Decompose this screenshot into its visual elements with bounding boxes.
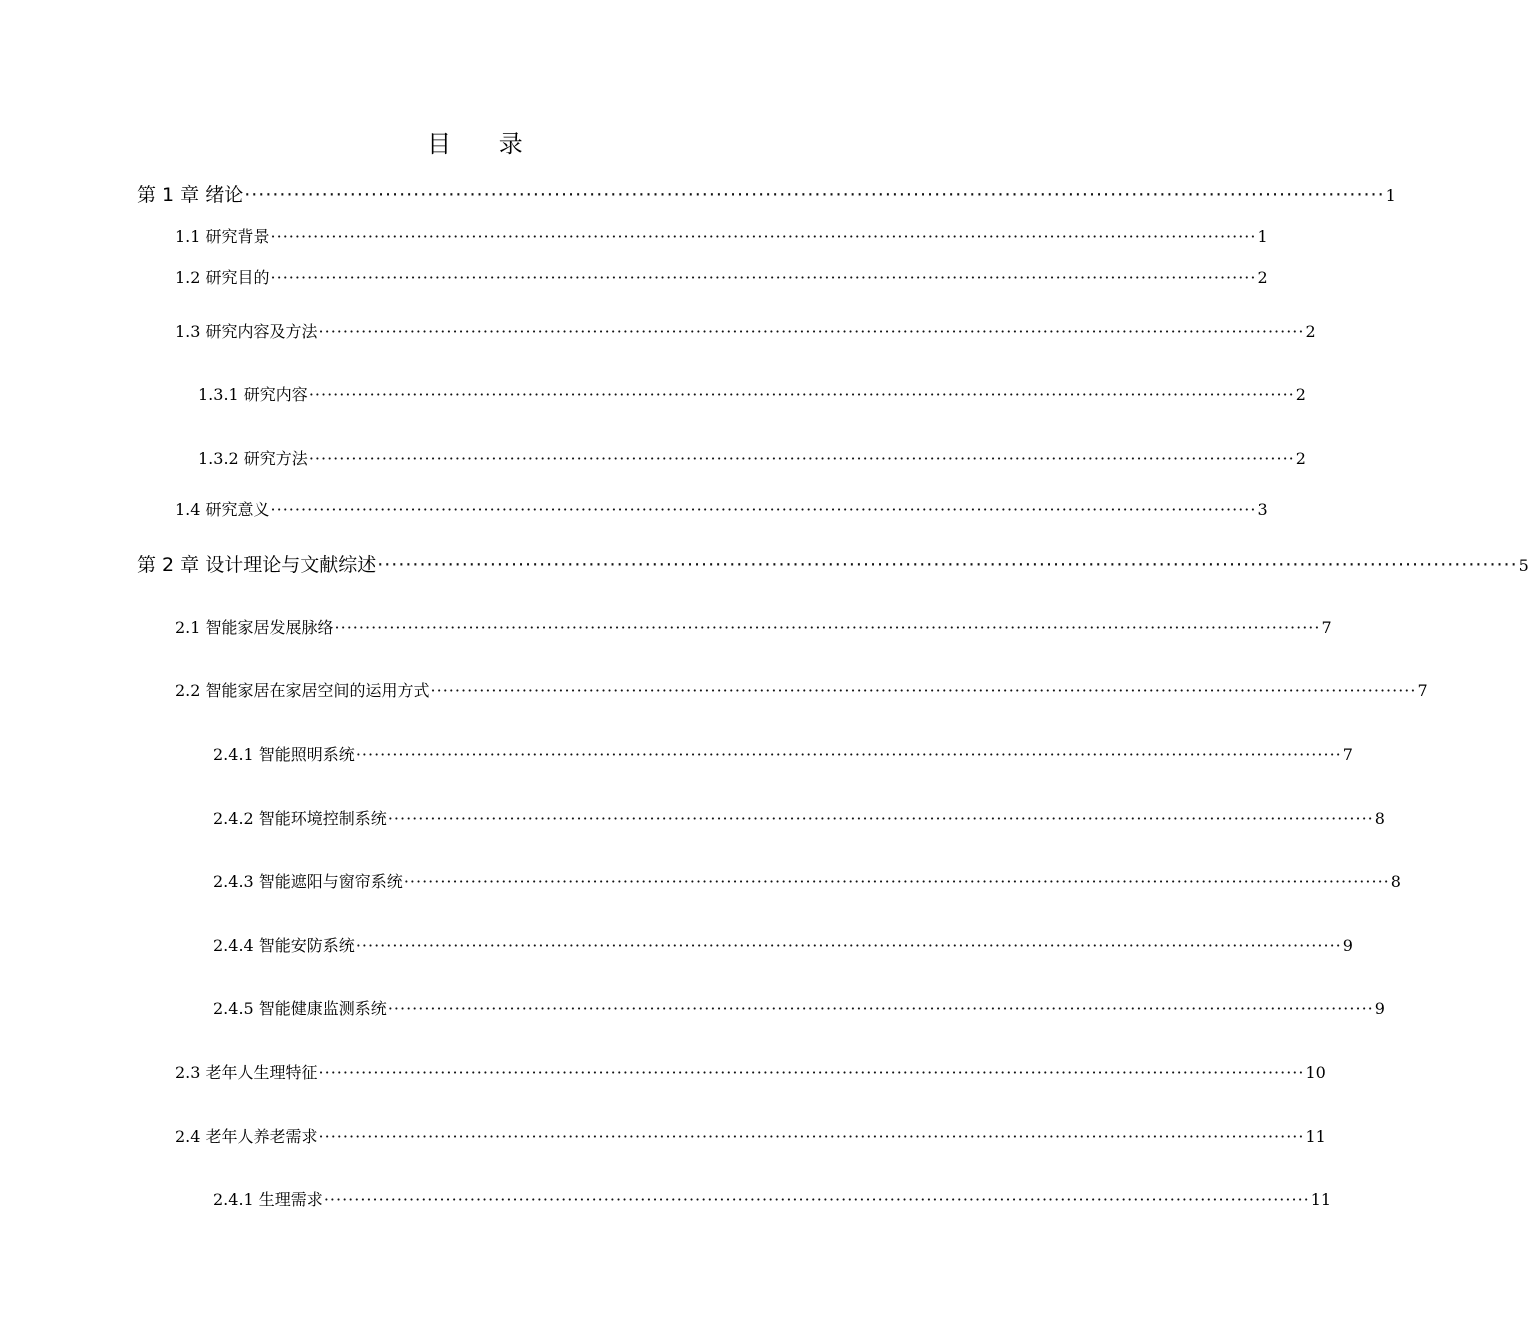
toc-entry-1-3-2[interactable] bbox=[198, 446, 1306, 469]
toc-leader-dots: ·································································································································································· bbox=[318, 1063, 1305, 1082]
toc-entry-label: 2.4 老年人养老需求 bbox=[175, 1127, 318, 1146]
toc-entry-page: 7 bbox=[1417, 681, 1428, 700]
toc-entry-2-2[interactable] bbox=[175, 678, 1428, 701]
toc-leader-dots: ·································································································································································· bbox=[318, 322, 1305, 341]
toc-leader-dots: ·································································································································································· bbox=[387, 999, 1374, 1018]
toc-entry-label: 第 2 章 设计理论与文献综述 bbox=[137, 554, 377, 576]
toc-entry-2-4-4[interactable] bbox=[213, 933, 1353, 956]
toc-entry-page: 2 bbox=[1257, 268, 1268, 287]
toc-entry-label: 2.4.3 智能遮阳与窗帘系统 bbox=[213, 872, 403, 891]
toc-entry-label: 2.3 老年人生理特征 bbox=[175, 1063, 318, 1082]
toc-leader-dots: ·································································································································································· bbox=[318, 1127, 1305, 1146]
toc-entry-page: 1 bbox=[1385, 186, 1396, 205]
toc-entry-label: 2.4.2 智能环境控制系统 bbox=[213, 809, 387, 828]
toc-entry-page: 7 bbox=[1321, 618, 1332, 637]
toc-entry-page: 3 bbox=[1257, 500, 1268, 519]
toc-leader-dots: ·································································································································································· bbox=[334, 618, 1321, 637]
toc-entry-1-3-1[interactable] bbox=[198, 382, 1306, 405]
toc-leader-dots: ·································································································································································· bbox=[323, 1190, 1310, 1209]
toc-entry-2-1[interactable] bbox=[175, 615, 1332, 638]
toc-entry-page: 2 bbox=[1295, 385, 1306, 404]
toc-entry-page: 9 bbox=[1374, 999, 1385, 1018]
toc-entry-page: 2 bbox=[1295, 449, 1306, 468]
toc-entry-2-4-3[interactable] bbox=[213, 869, 1401, 892]
toc-entry-page: 9 bbox=[1342, 936, 1353, 955]
toc-entry-label: 1.2 研究目的 bbox=[175, 268, 270, 287]
toc-entry-chapter-2[interactable] bbox=[137, 550, 1529, 577]
toc-leader-dots: ·································································································································································· bbox=[377, 554, 1518, 576]
toc-entry-1-4[interactable] bbox=[175, 497, 1268, 520]
toc-entry-2-3[interactable] bbox=[175, 1060, 1326, 1083]
toc-entry-chapter-1[interactable] bbox=[137, 180, 1396, 207]
toc-entry-2-4-1-physiological[interactable] bbox=[213, 1187, 1332, 1210]
toc-leader-dots: ·································································································································································· bbox=[308, 449, 1295, 468]
toc-entry-page: 8 bbox=[1390, 872, 1401, 891]
toc-entry-page: 5 bbox=[1518, 556, 1529, 575]
toc-entry-label: 2.2 智能家居在家居空间的运用方式 bbox=[175, 681, 430, 700]
toc-entry-2-4-5[interactable] bbox=[213, 996, 1385, 1019]
toc-title: 目 录 bbox=[427, 130, 543, 158]
toc-entry-page: 1 bbox=[1257, 227, 1268, 246]
toc-entry-1-3[interactable] bbox=[175, 319, 1316, 342]
toc-entry-page: 2 bbox=[1305, 322, 1316, 341]
toc-leader-dots: ·································································································································································· bbox=[270, 500, 1257, 519]
toc-entry-label: 2.4.1 生理需求 bbox=[213, 1190, 323, 1209]
toc-entry-1-1[interactable] bbox=[175, 224, 1268, 247]
toc-entry-label: 2.4.4 智能安防系统 bbox=[213, 936, 355, 955]
toc-entry-label: 2.4.5 智能健康监测系统 bbox=[213, 999, 387, 1018]
toc-entry-2-4-2[interactable] bbox=[213, 806, 1385, 829]
toc-entry-label: 2.1 智能家居发展脉络 bbox=[175, 618, 334, 637]
toc-leader-dots: ·································································································································································· bbox=[270, 268, 1257, 287]
toc-entry-label: 1.3 研究内容及方法 bbox=[175, 322, 318, 341]
toc-entry-label: 2.4.1 智能照明系统 bbox=[213, 745, 355, 764]
toc-entry-label: 1.3.2 研究方法 bbox=[198, 449, 308, 468]
toc-entry-page: 8 bbox=[1374, 809, 1385, 828]
toc-leader-dots: ·································································································································································· bbox=[430, 681, 1417, 700]
toc-entry-label: 1.4 研究意义 bbox=[175, 500, 270, 519]
toc-leader-dots: ·································································································································································· bbox=[270, 227, 1257, 246]
toc-entry-page: 11 bbox=[1310, 1190, 1332, 1209]
toc-leader-dots: ·································································································································································· bbox=[244, 184, 1385, 206]
toc-leader-dots: ·································································································································································· bbox=[308, 385, 1295, 404]
toc-entry-2-4[interactable] bbox=[175, 1124, 1326, 1147]
toc-entry-label: 第 1 章 绪论 bbox=[137, 184, 244, 206]
toc-entry-page: 7 bbox=[1342, 745, 1353, 764]
toc-entry-label: 1.1 研究背景 bbox=[175, 227, 270, 246]
toc-entry-page: 11 bbox=[1305, 1127, 1326, 1146]
toc-leader-dots: ·································································································································································· bbox=[355, 745, 1342, 764]
toc-leader-dots: ·································································································································································· bbox=[387, 809, 1374, 828]
toc-entry-label: 1.3.1 研究内容 bbox=[198, 385, 308, 404]
toc-leader-dots: ·································································································································································· bbox=[403, 872, 1390, 891]
toc-leader-dots: ·································································································································································· bbox=[355, 936, 1342, 955]
toc-entry-1-2[interactable] bbox=[175, 265, 1268, 288]
toc-entry-page: 10 bbox=[1305, 1063, 1326, 1082]
toc-entry-2-4-1-lighting[interactable] bbox=[213, 742, 1353, 765]
